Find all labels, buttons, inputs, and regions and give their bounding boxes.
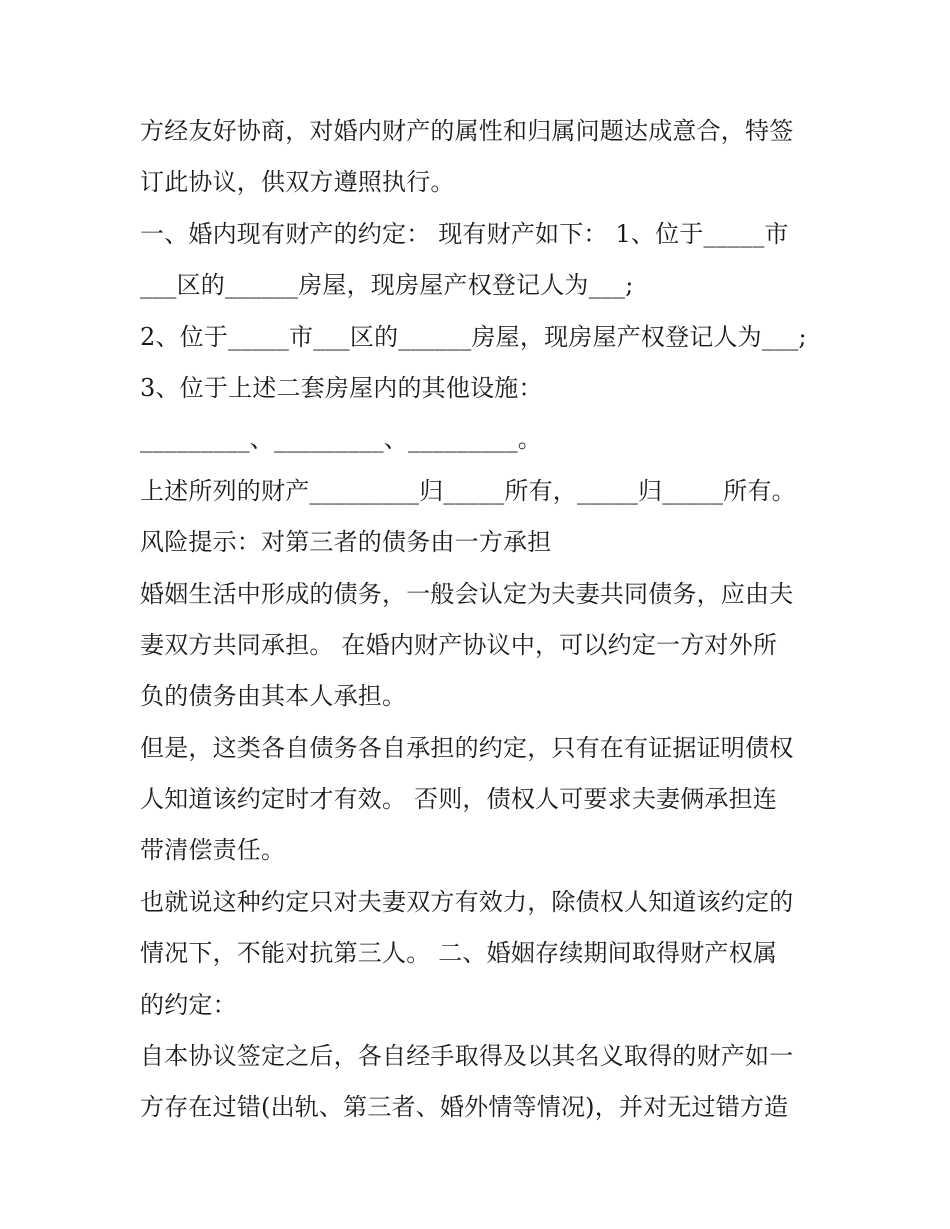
text-line: 订此协议，供双方遵照执行。 [140,168,455,197]
text-line: 2、位于_____市___区的______房屋，现房屋产权登记人为___; [140,322,807,351]
text-line: 方存在过错(出轨、第三者、婚外情等情况)，并对无过错方造 [140,1093,789,1122]
text-line: ___区的______房屋，现房屋产权登记人为___; [140,271,634,300]
text-line: 自本协议签定之后，各自经手取得及以其名义取得的财产如一 [140,1042,794,1071]
text-line: 婚姻生活中形成的债务，一般会认定为夫妻共同债务，应由夫 [140,579,794,608]
section-heading-risk: 风险提示：对第三者的债务由一方承担 [140,528,552,557]
document-body [140,106,820,1134]
text-line: 妻双方共同承担。 在婚内财产协议中，可以约定一方对外所 [140,630,778,659]
text-line: 上述所列的财产_________归_____所有，_____归_____所有。 [140,476,796,505]
text-line: 带清偿责任。 [140,836,286,865]
text-line: 人知道该约定时才有效。 否则，债权人可要求夫妻俩承担连 [140,785,778,814]
text-line: 的约定： [140,990,237,1019]
text-line: 一、婚内现有财产的约定： 现有财产如下： 1、位于_____市 [140,219,789,248]
text-line: 负的债务由其本人承担。 [140,682,407,711]
text-line: _________、_________、_________。 [140,425,542,454]
text-line: 情况下，不能对抗第三人。 二、婚姻存续期间取得财产权属 [140,939,778,968]
text-line: 但是，这类各自债务各自承担的约定，只有在有证据证明债权 [140,733,794,762]
text-line: 3、位于上述二套房屋内的其他设施： [140,373,543,402]
text-line: 方经友好协商，对婚内财产的属性和归属问题达成意合，特签 [140,117,794,145]
text-line: 也就说这种约定只对夫妻双方有效力，除债权人知道该约定的 [140,887,794,916]
